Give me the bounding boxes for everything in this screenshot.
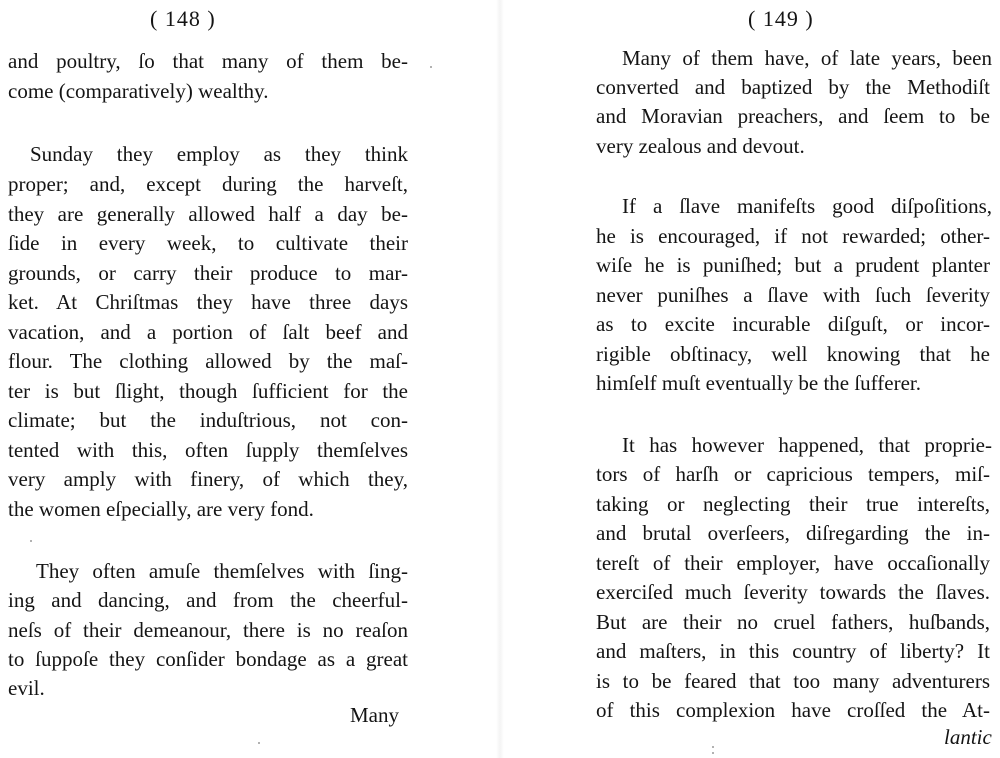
text-line: But are their no cruel fathers, huſbands, [596,610,990,634]
text-line: grounds, or carry their produce to mar- [8,261,408,285]
text-line: ket. At Chriſtmas they have three days [8,290,408,314]
paper-speck [430,66,432,68]
catchword: lantic [944,725,992,749]
catchword: Many [350,703,399,727]
paper-speck [258,742,260,744]
text-line: and Moravian preachers, and ſeem to be [596,104,990,128]
text-line: ter is but ſlight, though ſufficient for the [8,379,408,403]
text-line: Sunday they employ as they think [30,142,408,166]
text-line: he is encouraged, if not rewarded; other- [596,224,990,248]
text-line: very zealous and devout. [596,134,805,158]
text-line: ſide in every week, to cultivate their [8,231,408,255]
text-line: wiſe he is puniſhed; but a prudent planter [596,253,990,277]
text-line: If a ſlave manifeſts good diſpoſitions, [622,194,992,218]
text-line: Many of them have, of late years, been [622,46,992,70]
text-line: ing and dancing, and from the cheerful- [8,588,408,612]
text-line: they are generally allowed half a day be- [8,202,408,226]
text-line: and poultry, ſo that many of them be- [8,49,408,73]
page-number: ( 148 ) [150,6,216,31]
text-line: and brutal overſeers, diſregarding the in- [596,521,990,545]
text-line: taking or neglecting their true intereſts, [596,492,990,516]
text-line: of this complexion have croſſed the At- [596,698,990,722]
paper-speck [712,752,714,754]
text-line: climate; but the induſtrious, not con- [8,408,408,432]
text-line: rigible obſtinacy, well knowing that he [596,342,990,366]
text-line: and maſters, in this country of liberty? It [596,639,990,663]
text-line: flour. The clothing allowed by the maſ- [8,349,408,373]
text-line: exerciſed much ſeverity towards the ſlaves. [596,580,990,604]
text-line: evil. [8,676,45,700]
paper-speck [30,540,32,542]
text-line: never puniſhes a ſlave with ſuch ſeverity [596,283,990,307]
text-line: They often amuſe themſelves with ſing- [36,559,408,583]
text-line: very amply with finery, of which they, [8,467,408,491]
paper-speck [712,746,714,748]
text-line: to ſuppoſe they conſider bondage as a great [8,647,408,671]
text-line: as to excite incurable diſguſt, or incor- [596,312,990,336]
page-number: ( 149 ) [748,6,814,31]
text-line: is to be feared that too many adventurers [596,669,990,693]
text-line: vacation, and a portion of ſalt beef and [8,320,408,344]
text-line: proper; and, except during the harveſt, [8,172,408,196]
text-line: neſs of their demeanour, there is no reaſon [8,618,408,642]
text-line: the women eſpecially, are very fond. [8,497,314,521]
text-line: tented with this, often ſupply themſelves [8,438,408,462]
text-line: tereſt of their employer, have occaſionally [596,551,990,575]
text-line: tors of harſh or capricious tempers, miſ- [596,462,990,486]
right-page [500,0,1000,758]
text-line: come (comparatively) wealthy. [8,79,269,103]
text-line: himſelf muſt eventually be the ſufferer. [596,371,922,395]
text-line: converted and baptized by the Methodiſt [596,75,990,99]
text-line: It has however happened, that proprie- [622,433,992,457]
